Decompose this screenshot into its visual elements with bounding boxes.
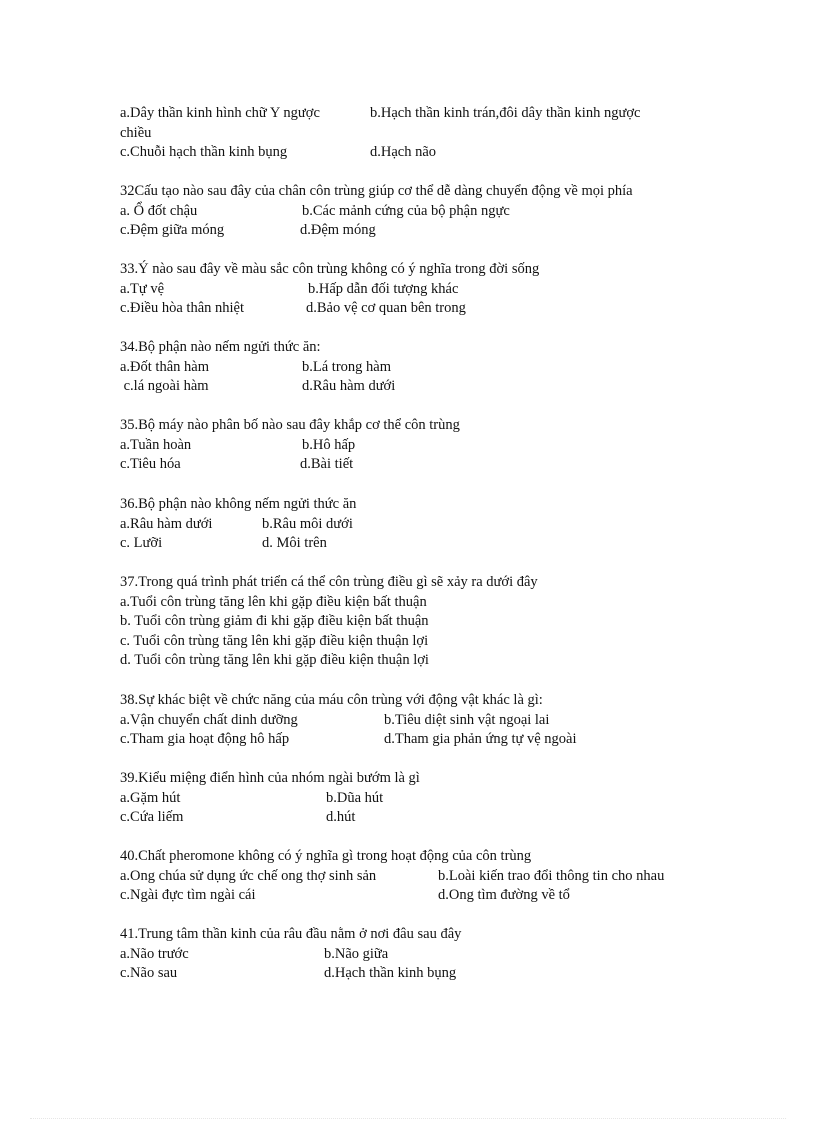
question-38 — [120, 691, 700, 750]
question-32 — [120, 182, 700, 241]
option-a: a. Ổ đốt chậu — [120, 202, 198, 219]
option-d: d.Râu hàm dưới — [302, 378, 396, 395]
option-d: d.Ong tìm đường về tổ — [438, 887, 570, 904]
option-c: c. Tuổi côn trùng tăng lên khi gặp điều kiện thuận lợi — [120, 632, 429, 649]
option-b: b.Dũa hút — [326, 789, 384, 806]
option-c: c.Chuỗi hạch thần kinh bụng — [120, 144, 288, 161]
option-b: b.Não giữa — [324, 945, 389, 962]
question-stem: 35.Bộ máy nào phân bố nào sau đây khắp cơ thể côn trùng — [120, 417, 460, 433]
option-d: d.Bảo vệ cơ quan bên trong — [306, 300, 466, 317]
question-stem: 39.Kiểu miệng điển hình của nhóm ngài bướm là gì — [120, 770, 420, 786]
question-33 — [120, 260, 700, 319]
option-d: d.Hạch thần kinh bụng — [324, 965, 457, 982]
option-c: c.Tiêu hóa — [120, 456, 181, 473]
option-a: a.Não trước — [120, 945, 189, 962]
question-stem: 32Cấu tạo nào sau đây của chân côn trùng giúp cơ thể dễ dàng chuyển động về mọi phía — [120, 183, 633, 199]
option-b: b.Lá trong hàm — [302, 358, 391, 375]
option-d: d.hút — [326, 809, 356, 826]
option-a: a.Gặm hút — [120, 789, 181, 806]
question-36 — [120, 495, 700, 554]
option-a: a.Ong chúa sử dụng ức chế ong thợ sinh sản — [120, 867, 377, 884]
option-a: a.Tuần hoàn — [120, 436, 192, 453]
option-c: c.Não sau — [120, 965, 178, 982]
option-b: b.Hấp dẫn đối tượng khác — [308, 280, 459, 297]
option-d: d. Tuổi côn trùng tăng lên khi gặp điều kiện thuận lợi — [120, 652, 429, 669]
question-stem: 40.Chất pheromone không có ý nghĩa gì trong hoạt động của côn trùng — [120, 848, 532, 864]
option-b: b.Hạch thần kinh trán,đôi dây thần kinh ngược — [370, 105, 641, 121]
option-d: d.Tham gia phản ứng tự vệ ngoài — [384, 731, 577, 748]
option-d: d.Đệm móng — [300, 222, 376, 239]
question-39 — [120, 769, 700, 828]
question-37 — [120, 573, 700, 671]
question-40 — [120, 847, 700, 906]
option-b: b.Loài kiến trao đổi thông tin cho nhau — [438, 867, 665, 884]
question-stem: 33.Ý nào sau đây về màu sắc côn trùng không có ý nghĩa trong đời sống — [120, 261, 540, 277]
option-c: c.Điều hòa thân nhiệt — [120, 300, 245, 317]
option-b: b.Các mảnh cứng của bộ phận ngực — [302, 202, 510, 219]
question-31 — [120, 104, 700, 163]
option-b-continued: chiều — [120, 124, 152, 141]
option-a: a.Tự vệ — [120, 280, 165, 297]
option-d: d. Môi trên — [262, 535, 327, 552]
question-41 — [120, 925, 700, 984]
option-b: b.Tiêu diệt sinh vật ngoại lai — [384, 711, 550, 728]
option-a: a.Râu hàm dưới — [120, 515, 213, 532]
question-stem: 38.Sự khác biệt về chức năng của máu côn trùng với động vật khác là gì: — [120, 692, 543, 708]
option-b: b.Hô hấp — [302, 436, 356, 453]
page-bottom-rule — [30, 1118, 786, 1119]
question-35 — [120, 416, 700, 475]
option-b: b. Tuổi côn trùng giảm đi khi gặp điều kiện bất thuận — [120, 613, 429, 630]
option-a: a.Vận chuyển chất dinh dưỡng — [120, 711, 298, 728]
question-34 — [120, 338, 700, 397]
option-c: c. Lưỡi — [120, 535, 163, 552]
option-c: c.Ngài đực tìm ngài cái — [120, 887, 256, 904]
option-d: d.Bài tiết — [300, 456, 354, 473]
option-d: d.Hạch não — [370, 144, 437, 161]
option-b: b.Râu môi dưới — [262, 515, 353, 532]
option-c: c.Cứa liếm — [120, 809, 184, 826]
option-c: c.Đệm giữa móng — [120, 222, 225, 239]
question-stem: 37.Trong quá trình phát triển cá thể côn trùng điều gì sẽ xảy ra dưới đây — [120, 574, 538, 590]
option-a: a.Dây thần kinh hình chữ Y ngược — [120, 105, 320, 121]
question-stem: 34.Bộ phận nào nếm ngửi thức ăn: — [120, 339, 321, 355]
option-a: a.Tuổi côn trùng tăng lên khi gặp điều kiện bất thuận — [120, 593, 427, 610]
option-c: c.lá ngoài hàm — [120, 378, 209, 395]
question-stem: 41.Trung tâm thần kinh của râu đầu nằm ở nơi đâu sau đây — [120, 926, 462, 942]
option-a: a.Đốt thân hàm — [120, 358, 209, 375]
question-stem: 36.Bộ phận nào không nếm ngửi thức ăn — [120, 496, 357, 512]
option-c: c.Tham gia hoạt động hô hấp — [120, 731, 290, 748]
